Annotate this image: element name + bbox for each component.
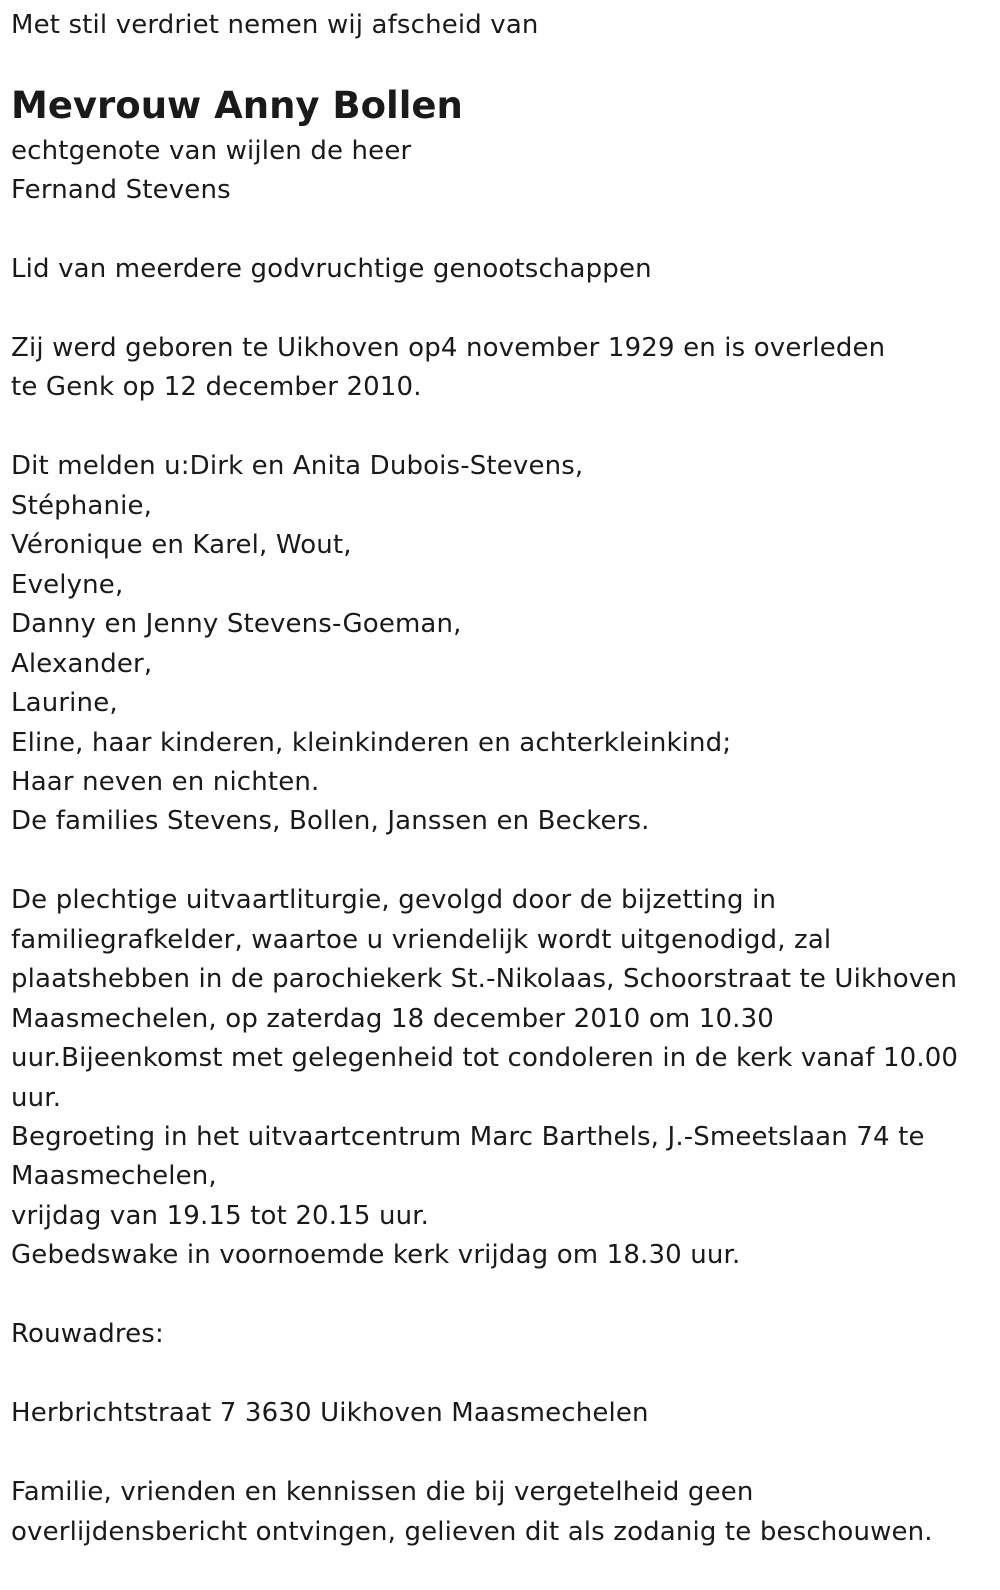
announcer-line: Haar neven en nichten. — [11, 767, 320, 797]
announcer-line: Véronique en Karel, Wout, — [11, 530, 352, 560]
mourning-address: Herbrichtstraat 7 3630 Uikhoven Maasmechelen — [11, 1398, 649, 1428]
ceremony-line: De plechtige uitvaartliturgie, gevolgd door de bijzetting in — [11, 885, 777, 915]
ceremony-line: Maasmechelen, op zaterdag 18 december 2010 om 10.30 — [11, 1004, 774, 1034]
announcer-line: Stéphanie, — [11, 491, 153, 521]
birth-death-line: Zij werd geboren te Uikhoven op4 november 1929 en is overleden — [11, 333, 886, 363]
announcer-line: De families Stevens, Bollen, Janssen en Beckers. — [11, 806, 650, 836]
ceremony-line: Begroeting in het uitvaartcentrum Marc Barthels, J.-Smeetslaan 74 te — [11, 1122, 925, 1152]
announcer-line: Eline, haar kinderen, kleinkinderen en achterkleinkind; — [11, 728, 732, 758]
birth-death-line: te Genk op 12 december 2010. — [11, 372, 422, 402]
closing-line: Familie, vrienden en kennissen die bij vergetelheid geen — [11, 1477, 754, 1507]
address-label: Rouwadres: — [11, 1319, 164, 1349]
announcer-line: Dit melden u:Dirk en Anita Dubois-Stevens, — [11, 451, 584, 481]
announcer-line: Alexander, — [11, 649, 153, 679]
ceremony-line: vrijdag van 19.15 tot 20.15 uur. — [11, 1201, 430, 1231]
deceased-name: Mevrouw Anny Bollen — [11, 84, 463, 127]
ceremony-line: familiegrafkelder, waartoe u vriendelijk wordt uitgenodigd, zal — [11, 925, 832, 955]
spouse-line: echtgenote van wijlen de heer — [11, 136, 412, 166]
membership-text: Lid van meerdere godvruchtige genootschappen — [11, 254, 652, 284]
announcer-line: Laurine, — [11, 688, 118, 718]
ceremony-line: uur.Bijeenkomst met gelegenheid tot condoleren in de kerk vanaf 10.00 — [11, 1043, 959, 1073]
closing-line: overlijdensbericht ontvingen, gelieven dit als zodanig te beschouwen. — [11, 1517, 933, 1547]
ceremony-line: Gebedswake in voornoemde kerk vrijdag om 18.30 uur. — [11, 1240, 741, 1270]
spouse-line: Fernand Stevens — [11, 175, 231, 205]
ceremony-line: Maasmechelen, — [11, 1161, 217, 1191]
announcer-line: Danny en Jenny Stevens-Goeman, — [11, 609, 462, 639]
ceremony-line: uur. — [11, 1083, 62, 1113]
announcer-line: Evelyne, — [11, 570, 124, 600]
ceremony-line: plaatshebben in de parochiekerk St.-Nikolaas, Schoorstraat te Uikhoven — [11, 964, 958, 994]
intro-text: Met stil verdriet nemen wij afscheid van — [11, 10, 539, 40]
